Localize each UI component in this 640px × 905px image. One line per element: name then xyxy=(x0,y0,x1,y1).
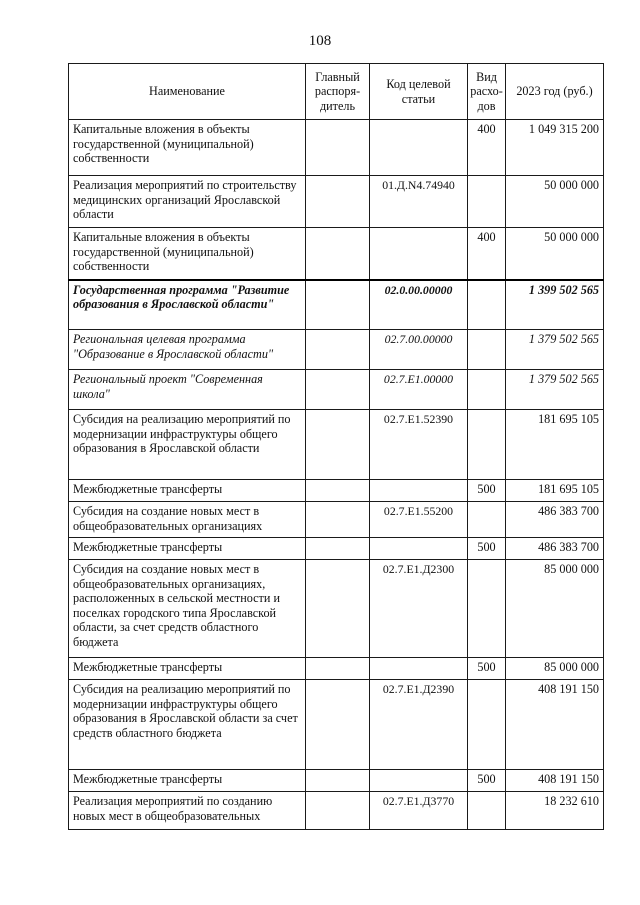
row-disposer-cell xyxy=(306,538,370,560)
page-number: 108 xyxy=(308,33,332,49)
row-amount-cell: 1 379 502 565 xyxy=(506,370,604,410)
header-name: Наименование xyxy=(69,64,306,120)
table-row xyxy=(69,480,604,502)
row-expense-type-cell: 500 xyxy=(468,538,506,560)
row-amount-cell: 181 695 105 xyxy=(506,480,604,502)
row-expense-type-cell xyxy=(468,280,506,330)
row-expense-type-cell xyxy=(468,370,506,410)
row-target-code-cell: 02.7.Е1.Д2390 xyxy=(370,680,468,770)
budget-table xyxy=(68,63,604,830)
table-row xyxy=(69,538,604,560)
row-name-cell: Субсидия на реализацию мероприятий по модернизации инфраструктуры общего образования в Ярославской области xyxy=(69,410,306,480)
row-disposer-cell xyxy=(306,792,370,830)
row-name-cell: Межбюджетные трансферты xyxy=(69,658,306,680)
row-amount-cell: 181 695 105 xyxy=(506,410,604,480)
row-amount-cell: 18 232 610 xyxy=(506,792,604,830)
row-target-code-cell xyxy=(370,228,468,280)
row-target-code-cell: 02.7.Е1.Д2300 xyxy=(370,560,468,658)
row-disposer-cell xyxy=(306,330,370,370)
row-target-code-cell: 02.0.00.00000 xyxy=(370,280,468,330)
row-name-cell: Межбюджетные трансферты xyxy=(69,770,306,792)
table-body xyxy=(69,120,604,830)
row-disposer-cell xyxy=(306,502,370,538)
row-target-code-cell: 02.7.Е1.52390 xyxy=(370,410,468,480)
header-target-code: Код целевой статьи xyxy=(370,64,468,120)
table-row xyxy=(69,120,604,176)
row-target-code-cell: 01.Д.N4.74940 xyxy=(370,176,468,228)
header-amount: 2023 год (руб.) xyxy=(506,64,604,120)
row-target-code-cell: 02.7.00.00000 xyxy=(370,330,468,370)
row-name-cell: Субсидия на реализацию мероприятий по модернизации инфраструктуры общего образования в Ярославской области за счет средств областного бюджета xyxy=(69,680,306,770)
table-row xyxy=(69,560,604,658)
header-expense-type: Вид расхо-дов xyxy=(468,64,506,120)
row-expense-type-cell: 400 xyxy=(468,120,506,176)
table-row xyxy=(69,176,604,228)
row-expense-type-cell xyxy=(468,560,506,658)
row-amount-cell: 408 191 150 xyxy=(506,770,604,792)
row-expense-type-cell xyxy=(468,176,506,228)
row-expense-type-cell xyxy=(468,330,506,370)
table-row xyxy=(69,792,604,830)
row-amount-cell: 85 000 000 xyxy=(506,658,604,680)
row-expense-type-cell xyxy=(468,792,506,830)
table-row xyxy=(69,280,604,330)
table-row xyxy=(69,228,604,280)
row-amount-cell: 486 383 700 xyxy=(506,538,604,560)
table-row xyxy=(69,410,604,480)
row-expense-type-cell xyxy=(468,502,506,538)
row-name-cell: Субсидия на создание новых мест в общеобразовательных организациях xyxy=(69,502,306,538)
row-name-cell: Межбюджетные трансферты xyxy=(69,538,306,560)
row-name-cell: Межбюджетные трансферты xyxy=(69,480,306,502)
row-name-cell: Субсидия на создание новых мест в общеобразовательных организациях, расположенных в сельской местности и поселках городского типа Ярославской области, за счет средств областного бюджета xyxy=(69,560,306,658)
row-expense-type-cell xyxy=(468,680,506,770)
row-amount-cell: 50 000 000 xyxy=(506,228,604,280)
row-disposer-cell xyxy=(306,480,370,502)
table-row xyxy=(69,770,604,792)
row-target-code-cell xyxy=(370,480,468,502)
row-disposer-cell xyxy=(306,658,370,680)
row-amount-cell: 408 191 150 xyxy=(506,680,604,770)
row-target-code-cell: 02.7.Е1.00000 xyxy=(370,370,468,410)
table-row xyxy=(69,330,604,370)
row-name-cell: Реализация мероприятий по созданию новых мест в общеобразовательных xyxy=(69,792,306,830)
row-target-code-cell xyxy=(370,658,468,680)
table-row xyxy=(69,680,604,770)
row-amount-cell: 1 399 502 565 xyxy=(506,280,604,330)
table-row xyxy=(69,658,604,680)
row-name-cell: Капитальные вложения в объекты государственной (муниципальной) собственности xyxy=(69,228,306,280)
table-row xyxy=(69,502,604,538)
row-target-code-cell xyxy=(370,538,468,560)
row-target-code-cell: 02.7.Е1.55200 xyxy=(370,502,468,538)
row-amount-cell: 1 379 502 565 xyxy=(506,330,604,370)
row-disposer-cell xyxy=(306,120,370,176)
row-target-code-cell xyxy=(370,120,468,176)
row-disposer-cell xyxy=(306,370,370,410)
row-disposer-cell xyxy=(306,770,370,792)
row-expense-type-cell: 500 xyxy=(468,770,506,792)
row-target-code-cell xyxy=(370,770,468,792)
row-target-code-cell: 02.7.Е1.Д3770 xyxy=(370,792,468,830)
row-amount-cell: 85 000 000 xyxy=(506,560,604,658)
table-row xyxy=(69,370,604,410)
row-expense-type-cell: 500 xyxy=(468,658,506,680)
row-name-cell: Региональная целевая программа "Образование в Ярославской области" xyxy=(69,330,306,370)
row-amount-cell: 486 383 700 xyxy=(506,502,604,538)
row-name-cell: Реализация мероприятий по строительству медицинских организаций Ярославской области xyxy=(69,176,306,228)
row-disposer-cell xyxy=(306,280,370,330)
row-disposer-cell xyxy=(306,560,370,658)
row-disposer-cell xyxy=(306,228,370,280)
row-amount-cell: 1 049 315 200 xyxy=(506,120,604,176)
row-name-cell: Государственная программа "Развитие образования в Ярославской области" xyxy=(69,280,306,330)
table-header-row xyxy=(69,64,604,120)
row-expense-type-cell: 400 xyxy=(468,228,506,280)
row-name-cell: Капитальные вложения в объекты государственной (муниципальной) собственности xyxy=(69,120,306,176)
row-amount-cell: 50 000 000 xyxy=(506,176,604,228)
row-disposer-cell xyxy=(306,176,370,228)
row-name-cell: Региональный проект "Современная школа" xyxy=(69,370,306,410)
row-disposer-cell xyxy=(306,680,370,770)
row-disposer-cell xyxy=(306,410,370,480)
row-expense-type-cell xyxy=(468,410,506,480)
header-disposer: Главный распоря-дитель xyxy=(306,64,370,120)
row-expense-type-cell: 500 xyxy=(468,480,506,502)
